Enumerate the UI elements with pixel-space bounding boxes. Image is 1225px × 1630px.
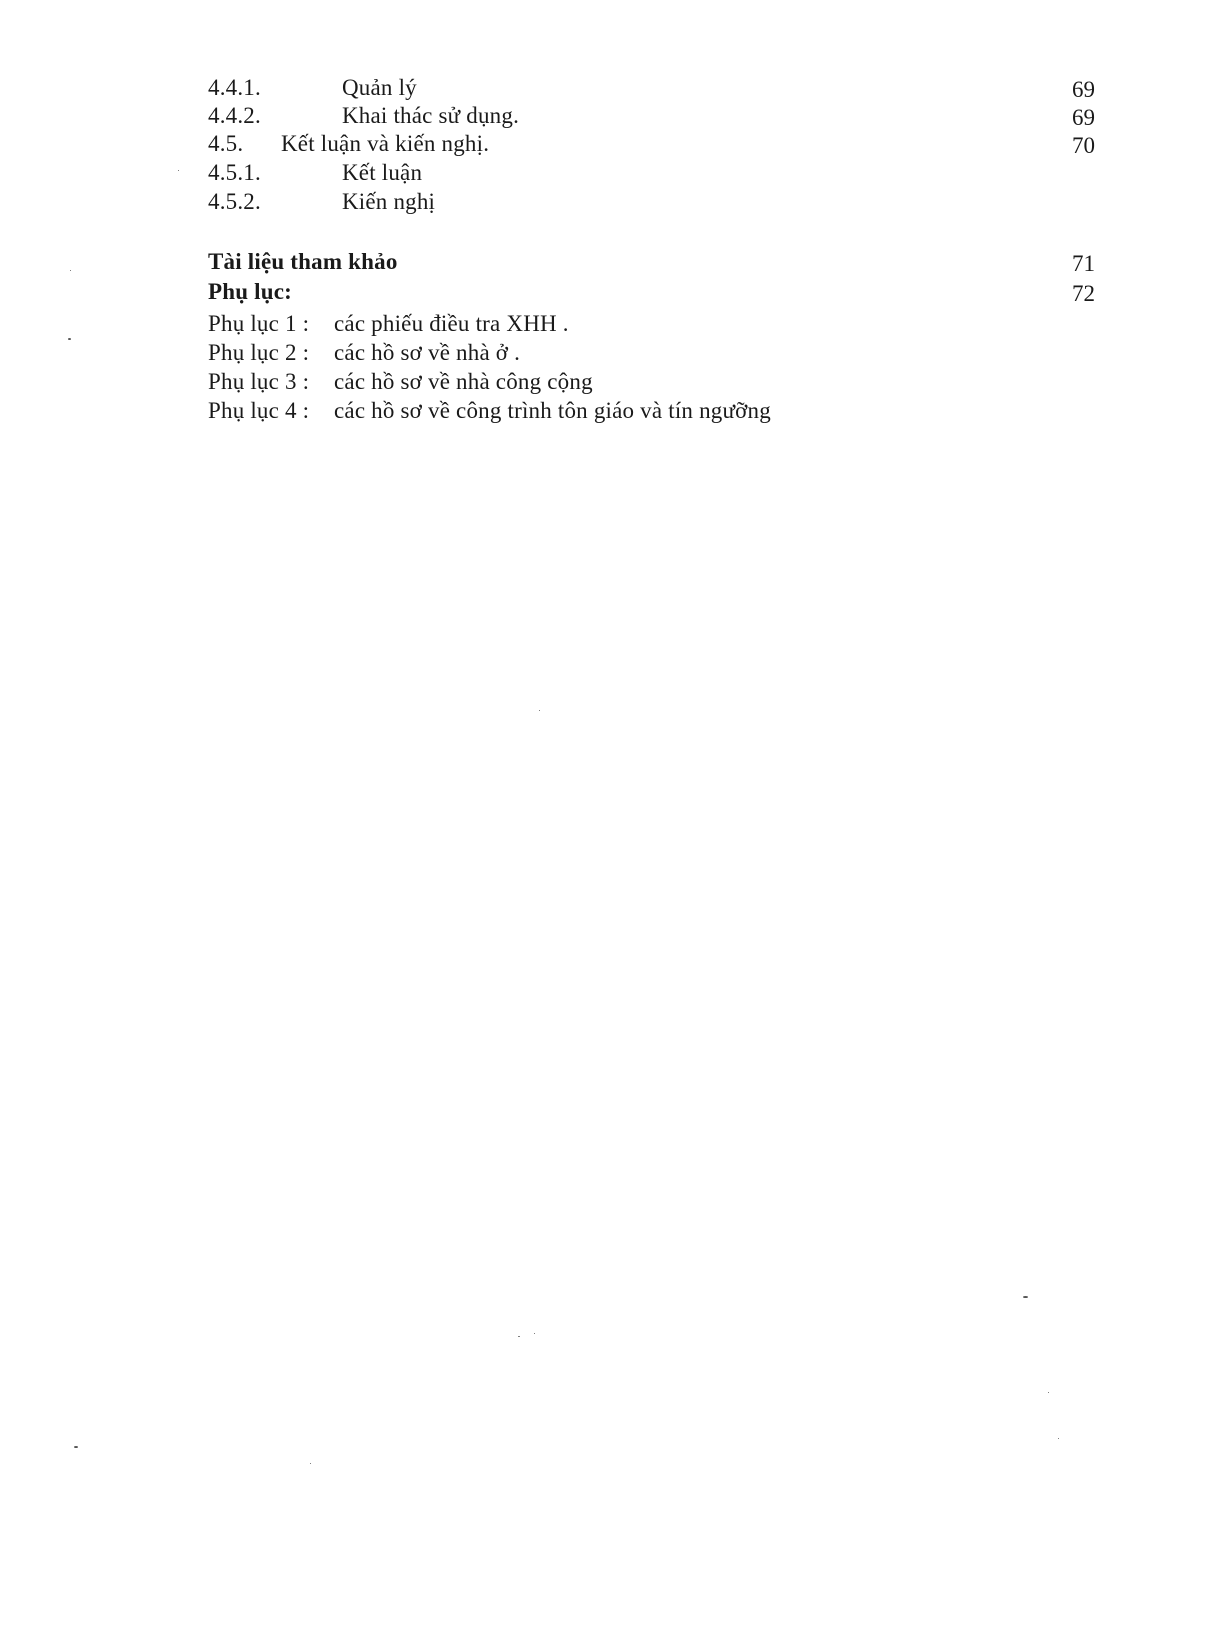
- toc-entry-number: 4.4.2.: [208, 103, 261, 128]
- appendix-item-desc: các phiếu điều tra XHH .: [334, 311, 569, 336]
- scan-speck: [518, 1336, 520, 1337]
- toc-entry-title: Quản lý: [342, 75, 417, 100]
- toc-entry-title: Kết luận và kiến nghị.: [281, 131, 490, 156]
- toc-entry-title: Kiến nghị: [342, 189, 436, 214]
- scan-speck: [178, 170, 179, 171]
- scan-speck: [1023, 1296, 1028, 1298]
- toc-entry-title: Kết luận: [342, 160, 423, 185]
- appendix-heading: Phụ lục:: [208, 279, 293, 304]
- toc-entry-number: 4.5.2.: [208, 189, 261, 214]
- appendix-item-desc: các hồ sơ về công trình tôn giáo và tín ngưỡng: [334, 398, 771, 423]
- appendix-item-label: Phụ lục 3 :: [208, 369, 310, 394]
- scan-speck: [74, 1446, 78, 1448]
- appendix-item-desc: các hồ sơ về nhà công cộng: [334, 369, 593, 394]
- scan-speck: [310, 1463, 311, 1464]
- toc-entry-page: 70: [1072, 133, 1095, 158]
- scan-speck: [70, 270, 71, 271]
- scan-speck: [1048, 1392, 1049, 1393]
- appendix-item-label: Phụ lục 2 :: [208, 340, 310, 365]
- toc-entry-page: 69: [1072, 77, 1095, 102]
- toc-entry-number: 4.5.: [208, 131, 244, 156]
- scan-speck: [1058, 1438, 1059, 1439]
- references-heading: Tài liệu tham khảo: [208, 249, 398, 274]
- toc-entry-number: 4.5.1.: [208, 160, 261, 185]
- appendix-page: 72: [1072, 281, 1095, 306]
- references-page: 71: [1072, 251, 1095, 276]
- appendix-item-label: Phụ lục 4 :: [208, 398, 310, 423]
- toc-entry-title: Khai thác sử dụng.: [342, 103, 520, 128]
- toc-entry-number: 4.4.1.: [208, 75, 261, 100]
- scan-speck: [534, 1333, 535, 1334]
- scan-speck: [539, 710, 540, 711]
- toc-entry-page: 69: [1072, 105, 1095, 130]
- scan-speck: [68, 338, 71, 340]
- appendix-item-label: Phụ lục 1 :: [208, 311, 310, 336]
- appendix-item-desc: các hồ sơ về nhà ở .: [334, 340, 521, 365]
